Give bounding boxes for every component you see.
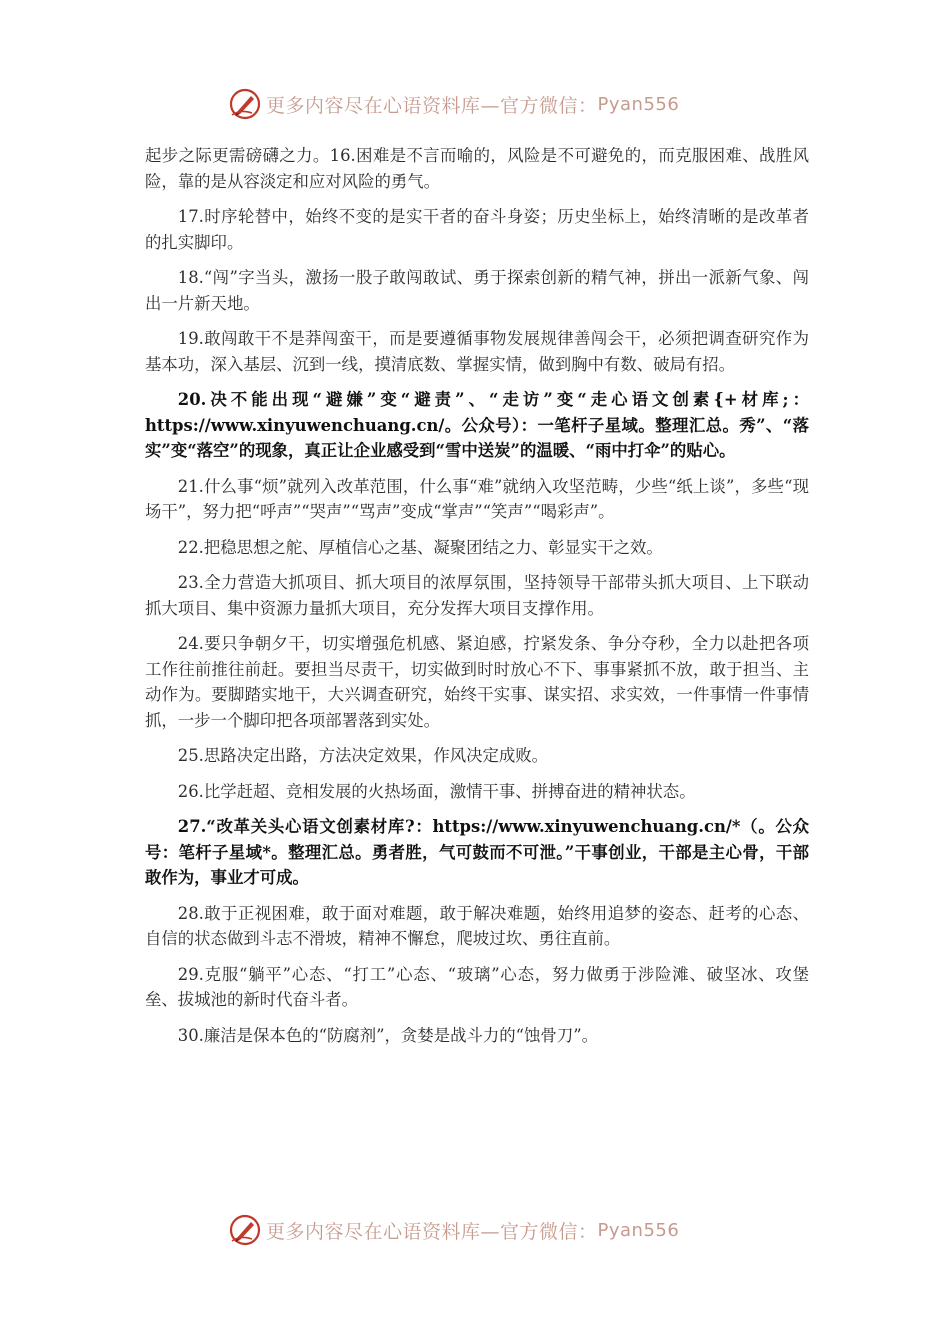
footer-banner-text: 更多内容尽在心语资料库—官方微信： <box>266 1220 598 1243</box>
footer-wechat-id: Pyan556 <box>597 1219 680 1241</box>
paragraph-20: 20.决不能出现“避嫌”变“避责”、“走访”变“走心语文创素{+材库;：https://www.xinyuwenchuang.cn/。公众号）：一笔杆子星域。整理汇总。秀”、“落实”变“落空”的现象，真正让企业感受到“雪中送炭”的温暖、“雨中打伞”的贴心。 <box>145 390 809 460</box>
paragraph-17: 17.时序轮替中，始终不变的是实干者的奋斗身姿；历史坐标上，始终清晰的是改革者的扎实脚印。 <box>145 207 809 252</box>
paragraph-19: 19.敢闯敢干不是莽闯蛮干，而是要遵循事物发展规律善闯会干，必须把调查研究作为基本功，深入基层、沉到一线，摸清底数、掌握实情，做到胸中有数、破局有招。 <box>145 329 809 374</box>
paragraph-29: 29.克服“躺平”心态、“打工”心态、“玻璃”心态，努力做勇于涉险滩、破坚冰、攻堡垒、拔城池的新时代奋斗者。 <box>145 964 809 1009</box>
footer-banner <box>228 1210 748 1250</box>
paragraph-30: 30.廉洁是保本色的“防腐剂”，贪婪是战斗力的“蚀骨刀”。 <box>177 1025 598 1045</box>
document-body <box>145 143 809 1058</box>
paragraph-27: 27.“改革关头心语文创素材库?：https://www.xinyuwenchuang.cn/*（。公众号：笔杆子星域*。整理汇总。勇者胜，气可鼓而不可泄。”干事创业，干部是主心骨，干部敢作为，事业才可成。 <box>145 817 809 887</box>
paragraph-15-16: 起步之际更需磅礴之力。16.困难是不言而喻的，风险是不可避免的，而克服困难、战胜风险，靠的是从容淡定和应对风险的勇气。 <box>145 146 809 191</box>
header-wechat-id: Pyan556 <box>597 93 680 115</box>
paragraph-18: 18.“闯”字当头，激扬一股子敢闯敢试、勇于探索创新的精气神，拼出一派新气象、闯出一片新天地。 <box>145 268 809 313</box>
paragraph-24: 24.要只争朝夕干，切实增强危机感、紧迫感，拧紧发条、争分夺秒，全力以赴把各项工作往前推往前赶。要担当尽责干，切实做到时时放心不下、事事紧抓不放，敢于担当、主动作为。要脚踏实地干，大兴调查研究，始终干实事、谋实招、求实效，一件事情一件事情抓，一步一个脚印把各项部署落到实处。 <box>145 634 809 730</box>
paragraph-25: 25.思路决定出路，方法决定效果，作风决定成败。 <box>177 746 549 765</box>
header-banner-text: 更多内容尽在心语资料库—官方微信： <box>266 94 598 117</box>
paragraph-28: 28.敢于正视困难，敢于面对难题，敢于解决难题，始终用追梦的姿态、赶考的心态、自信的状态做到斗志不滑坡，精神不懈怠，爬坡过坎、勇往直前。 <box>145 903 809 948</box>
header-banner <box>228 84 748 124</box>
pen-logo-icon <box>228 1213 262 1247</box>
paragraph-23: 23.全力营造大抓项目、抓大项目的浓厚氛围，坚持领导干部带头抓大项目、上下联动抓大项目、集中资源力量抓大项目，充分发挥大项目支撑作用。 <box>145 573 809 618</box>
paragraph-22: 22.把稳思想之舵、厚植信心之基、凝聚团结之力、彰显实干之效。 <box>177 537 663 557</box>
pen-logo-icon <box>228 87 262 121</box>
paragraph-26: 26.比学赶超、竞相发展的火热场面，激情干事、拼搏奋进的精神状态。 <box>177 781 696 801</box>
paragraph-21: 21.什么事“烦”就列入改革范围，什么事“难”就纳入攻坚范畴，少些“纸上谈”，多些“现场干”，努力把“呼声”“哭声”“骂声”变成“掌声”“笑声”“喝彩声”。 <box>145 476 809 521</box>
